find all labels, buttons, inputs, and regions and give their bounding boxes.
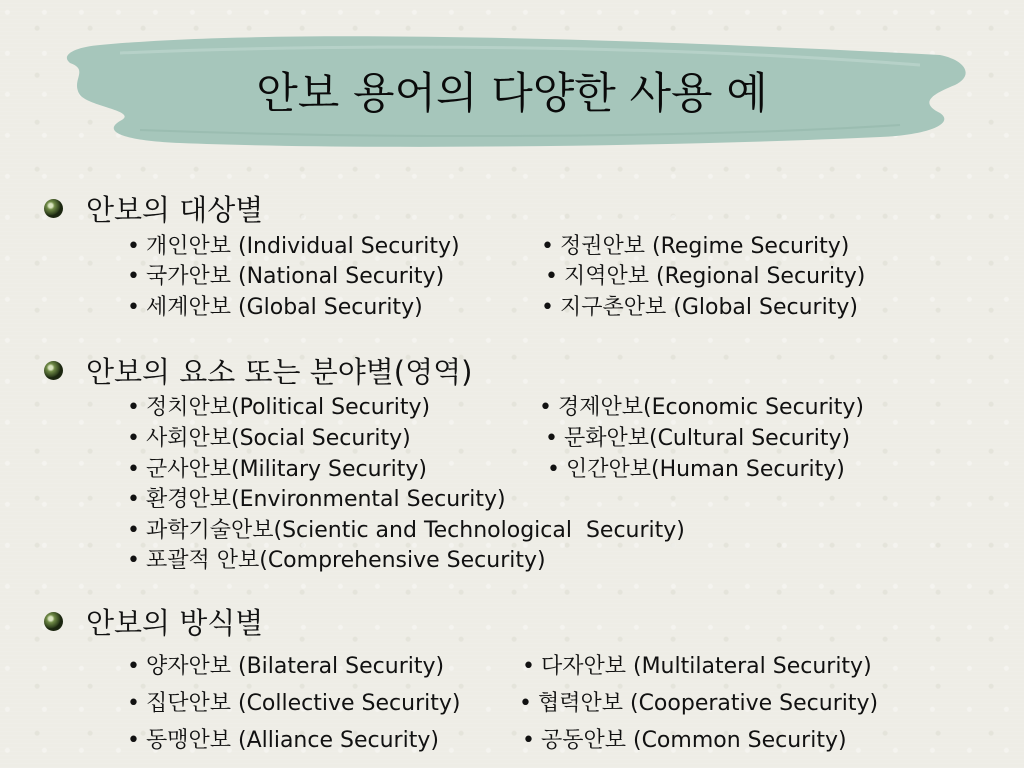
- list-item: • 군사안보(Military Security): [127, 457, 427, 482]
- list-item: • 포괄적 안보(Comprehensive Security): [127, 548, 546, 573]
- list-item: • 개인안보 (Individual Security): [127, 234, 460, 259]
- list-item: • 과학기술안보(Scientic and Technological Security): [127, 518, 685, 543]
- section-bullet-icon: [44, 612, 63, 631]
- section-heading: 안보의 방식별: [86, 606, 264, 640]
- section-bullet-icon: [44, 199, 63, 218]
- slide-title: 안보 용어의 다양한 사용 예: [256, 69, 768, 119]
- list-item: • 다자안보 (Multilateral Security): [522, 654, 872, 679]
- list-item: • 집단안보 (Collective Security): [127, 691, 461, 716]
- list-item: • 정권안보 (Regime Security): [541, 234, 850, 259]
- list-item: • 양자안보 (Bilateral Security): [127, 654, 445, 679]
- list-item: • 경제안보(Economic Security): [539, 395, 864, 420]
- list-item: • 사회안보(Social Security): [127, 426, 411, 451]
- list-item: • 정치안보(Political Security): [127, 395, 431, 420]
- list-item: • 지역안보 (Regional Security): [545, 264, 866, 289]
- section-heading: 안보의 대상별: [86, 193, 264, 227]
- list-item: • 환경안보(Environmental Security): [127, 487, 506, 512]
- list-item: • 협력안보 (Cooperative Security): [519, 691, 879, 716]
- list-item: • 세계안보 (Global Security): [127, 295, 423, 320]
- list-item: • 인간안보(Human Security): [547, 457, 845, 482]
- list-item: • 지구촌안보 (Global Security): [541, 295, 858, 320]
- list-item: • 동맹안보 (Alliance Security): [127, 728, 439, 753]
- list-item: • 공동안보 (Common Security): [522, 728, 847, 753]
- list-item: • 국가안보 (National Security): [127, 264, 445, 289]
- section-bullet-icon: [44, 361, 63, 380]
- section-heading: 안보의 요소 또는 분야별(영역): [86, 355, 473, 389]
- list-item: • 문화안보(Cultural Security): [545, 426, 851, 451]
